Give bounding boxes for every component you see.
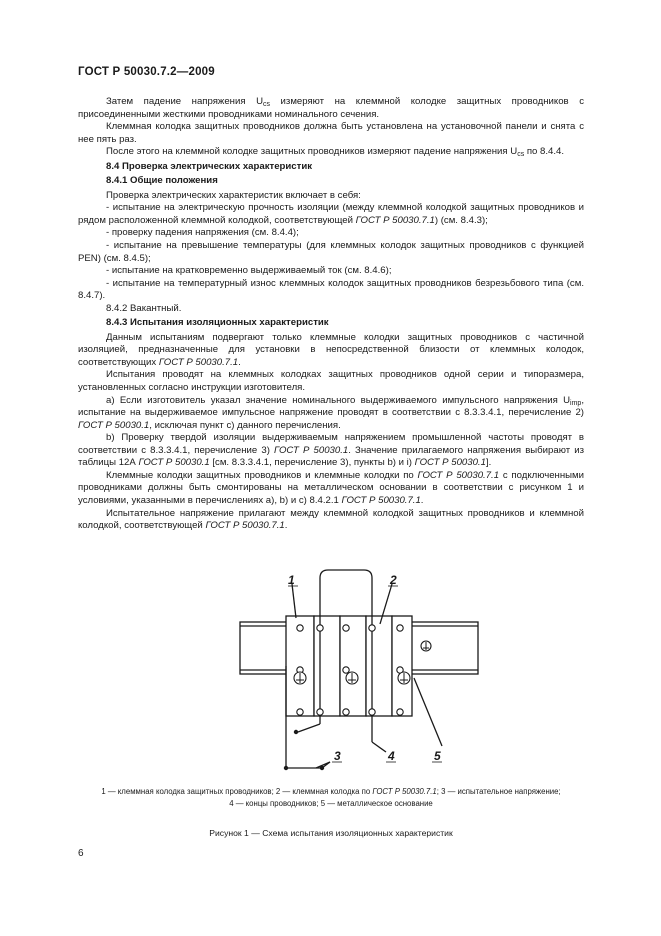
figure-label-4: 4 — [388, 749, 395, 763]
paragraph: После этого на клеммной колодке защитных проводников измеряют падение напряжения $U_{cs}$ по 8.4.4. — [106, 146, 565, 159]
paragraph: Клеммная колодка защитных проводников должна быть установлена на установочной панели и снята с нее пять раз. — [78, 121, 584, 145]
list-item: - проверку падения напряжения (см. 8.4.4); — [106, 227, 299, 239]
list-item: - испытание на электрическую прочность изоляции (между клеммной колодкой защитных проводников и рядом расположенной клеммной колодкой, соответствующей ГОСТ Р 50030.7.1) (см. 8.4.3); — [78, 202, 584, 226]
paragraph: Испытания проводят на клеммных колодках защитных проводников одной серии и типоразмера, установленных согласно инструкции изготовителя. — [78, 369, 584, 394]
figure-label-5: 5 — [434, 749, 441, 763]
figure-legend: 1 — клеммная колодка защитных проводников; 2 — клеммная колодка по ГОСТ Р 50030.7.1; 3 — испытательное напряжение; 4 — концы проводников; 5 — металлическое основание — [101, 787, 561, 808]
paragraph: Проверка электрических характеристик включает в себя: — [106, 189, 361, 201]
figure-label-3: 3 — [334, 749, 341, 763]
test-diagram — [230, 566, 490, 776]
page-number: 6 — [78, 848, 84, 859]
list-item: - испытание на температурный износ клеммных колодок защитных проводников безрезьбового типа (см. 8.4.7). — [78, 277, 584, 302]
paragraph-8-4-2: 8.4.2 Вакантный. — [106, 302, 182, 314]
paragraph: Испытательное напряжение прилагают между клеммной колодкой защитных проводников и клеммной колодкой, соответствующей ГОСТ Р 50030.7.1. — [78, 507, 584, 532]
document-body — [78, 96, 584, 533]
paragraph-a: a) Если изготовитель указал значение номинального выдерживаемого импульсного напряжения $U_{imp}$, испытание на выдерживаемое импульсное напряжение проводят в соответствии с 8.3.3.4.1, перечисление 2) ГОСТ Р 50030.1, исключая пункт c) данного перечисления. — [78, 394, 584, 431]
section-heading-8-4-3: 8.4.3 Испытания изоляционных характеристик — [106, 317, 329, 329]
paragraph: Данным испытаниям подвергают только клеммные колодки защитных проводников с частичной изоляцией, предназначенные для установки в непосредственной близости от клеммных колодок, соответствующих ГОСТ Р 50030.7.1. — [78, 331, 584, 368]
section-heading-8-4: 8.4 Проверка электрических характеристик — [106, 160, 313, 172]
figure-title: Рисунок 1 — Схема испытания изоляционных характеристик — [209, 828, 453, 838]
page-header: ГОСТ Р 50030.7.2—2009 — [78, 66, 215, 78]
section-heading-8-4-1: 8.4.1 Общие положения — [106, 175, 218, 187]
list-item: - испытание на превышение температуры (для клеммных колодок защитных проводников с функцией PEN) (см. 8.4.5); — [78, 240, 584, 264]
paragraph: Клеммные колодки защитных проводников и клеммные колодки по ГОСТ Р 50030.7.1 с подключенными проводниками должны быть смонтированы на металлическом основании в соответствии с рисунком 1 и условиями, указанными в перечислениях a), b) и c) 8.4.2.1 ГОСТ Р 50030.7.1. — [78, 469, 584, 506]
figure-label-2: 2 — [390, 573, 397, 587]
list-item: - испытание на кратковременно выдерживаемый ток (см. 8.4.6); — [106, 265, 392, 277]
figure-label-1: 1 — [288, 573, 295, 587]
paragraph: Затем падение напряжения $U_{cs}$ измеряют на клеммной колодке защитных проводников с присоединенными жесткими проводниками номинального сечения. — [78, 96, 584, 120]
paragraph-b: b) Проверку твердой изоляции выдерживаемым напряжением промышленной частоты проводят в соответствии с 8.3.3.4.1, перечисление 3) ГОСТ Р 50030.1. Значение прилагаемого напряжения выбирают из таблицы 12А ГОСТ Р 50030.1 [см. 8.3.3.4.1, перечисление 3), пункты b) и i) ГОСТ Р 50030.1]. — [78, 432, 584, 469]
